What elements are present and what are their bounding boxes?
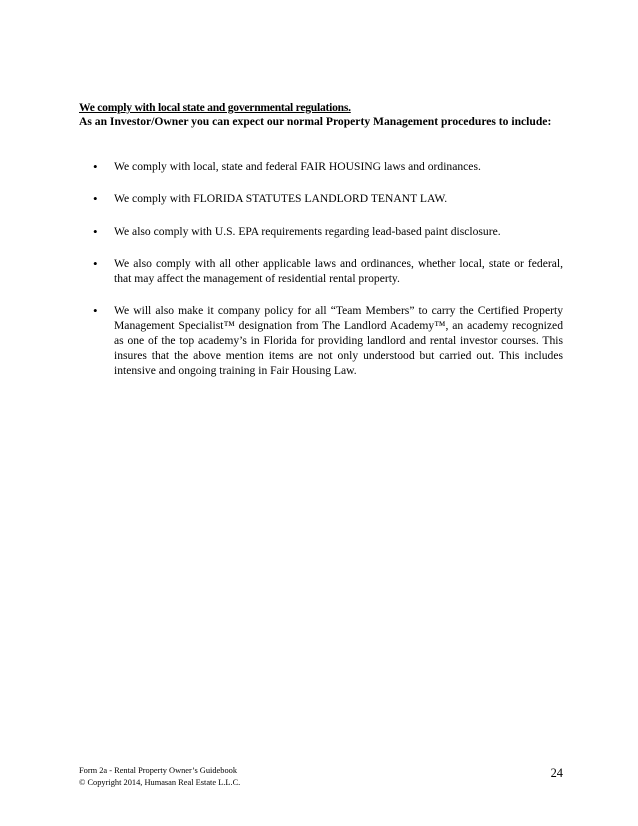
list-item [93,160,563,175]
bullet-icon: • [93,256,98,272]
list-item-text: We also comply with U.S. EPA requirements regarding lead-based paint disclosure. [114,224,501,238]
list-item-text: We comply with FLORIDA STATUTES LANDLORD TENANT LAW. [114,192,448,206]
footer-form-title: Form 2a - Rental Property Owner’s Guidebook [79,766,238,775]
section-intro: As an Investor/Owner you can expect our normal Property Management procedures to include: [79,115,552,128]
bullet-icon: • [93,223,98,239]
list-item [93,192,563,207]
list-item [93,225,563,240]
list-item-text: We will also make it company policy for all “Team Members” to carry the Certified Property Management Specialist™ designation from The Landlord Academy™, an academy recognized as one of the top academy’s in Florida for providing landlord and rental investor courses. This insures that the above mention items are not only understood but carried out. This includes intensive and ongoing training in Fair Housing Law. [114,304,563,377]
list-item [93,304,563,378]
list-item-text: We comply with local, state and federal FAIR HOUSING laws and ordinances. [114,160,481,173]
bullet-icon: • [93,303,98,319]
page-number: 24 [550,766,563,780]
list-item-text: We also comply with all other applicable laws and ordinances, whether local, state or federal, that may affect the management of residential rental property. [114,257,563,285]
bullet-icon: • [93,159,98,174]
list-item [93,257,563,287]
compliance-list [93,160,563,378]
bullet-icon: • [93,191,98,207]
section-title: We comply with local state and governmental regulations. [79,101,351,114]
page-footer [79,765,563,788]
section-heading-block [79,101,563,129]
footer-copyright: © Copyright 2014, Humasan Real Estate L.L.C. [79,777,241,787]
